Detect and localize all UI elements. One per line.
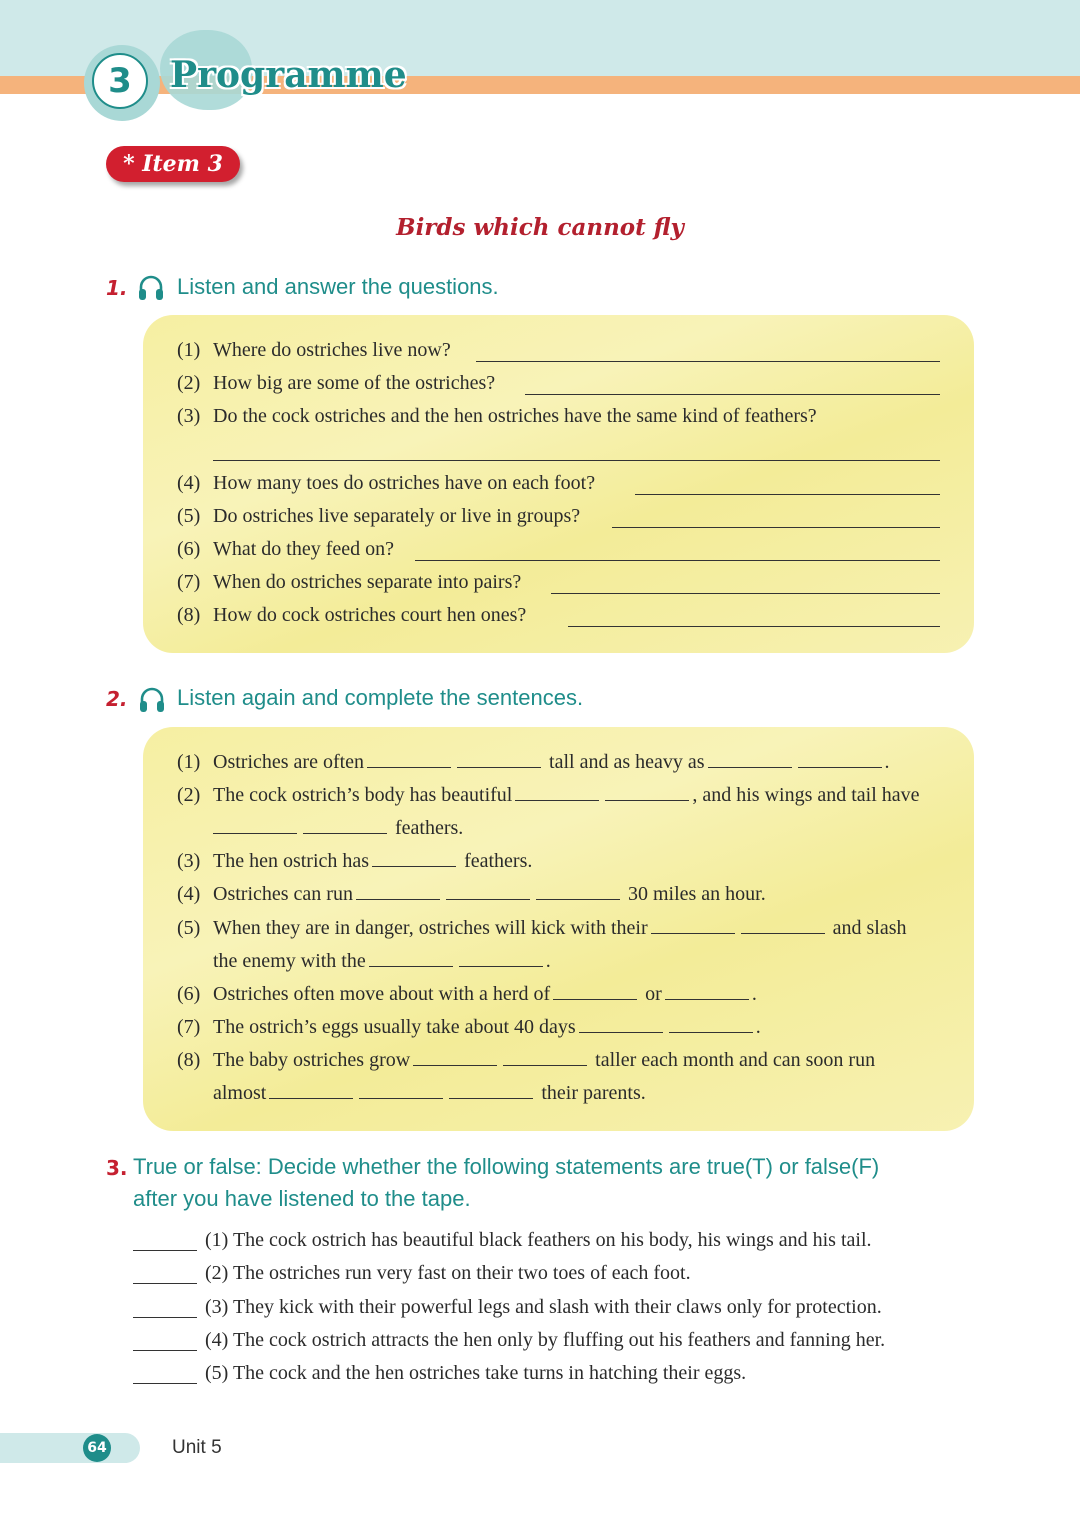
- s2-text-b: , and his wings and tail have: [692, 784, 920, 806]
- q1-text: Where do ostriches live now?: [213, 339, 451, 361]
- tf-statement-1: (1) The cock ostrich has beautiful black feathers on his body, his wings and his tail.: [205, 1229, 872, 1251]
- s6-text-c: .: [751, 983, 757, 1005]
- tf-statement-2: (2) The ostriches run very fast on their two toes of each foot.: [205, 1262, 691, 1284]
- q1-number: (1): [177, 339, 201, 361]
- blank[interactable]: [503, 1049, 587, 1066]
- tf-answer-blank[interactable]: [133, 1283, 197, 1284]
- s3-number: (3): [177, 850, 201, 872]
- blank[interactable]: [605, 784, 689, 801]
- q3-text: Do the cock ostriches and the hen ostriches have the same kind of feathers?: [213, 405, 817, 427]
- s2-text-a: The cock ostrich’s body has beautiful: [213, 784, 513, 806]
- headphone-icon: [138, 686, 166, 714]
- blank[interactable]: [669, 1016, 753, 1033]
- q3-number: (3): [177, 405, 201, 427]
- blank[interactable]: [651, 917, 735, 934]
- blank[interactable]: [356, 883, 440, 900]
- sentence-2: [213, 784, 920, 807]
- blank[interactable]: [515, 784, 599, 801]
- blank[interactable]: [269, 1082, 353, 1099]
- blank[interactable]: [741, 917, 825, 934]
- blank[interactable]: [213, 817, 297, 834]
- blank[interactable]: [359, 1082, 443, 1099]
- section-number-badge: [84, 45, 160, 121]
- blank[interactable]: [536, 883, 620, 900]
- q6-number: (6): [177, 538, 201, 560]
- sentence-6: [213, 983, 757, 1006]
- blank[interactable]: [579, 1016, 663, 1033]
- q4-text: How many toes do ostriches have on each foot?: [213, 472, 596, 494]
- item-badge: * Item 3: [106, 146, 240, 182]
- blank[interactable]: [459, 950, 543, 967]
- blank[interactable]: [303, 817, 387, 834]
- s1-text-c: .: [884, 751, 890, 773]
- lesson-subtitle: Birds which cannot fly: [396, 214, 684, 241]
- q2-number: (2): [177, 372, 201, 394]
- s7-text-a: The ostrich’s eggs usually take about 40 days: [213, 1016, 576, 1038]
- s4-text-b: 30 miles an hour.: [627, 883, 766, 905]
- s5-number: (5): [177, 917, 201, 939]
- s8-text-d: their parents.: [541, 1082, 646, 1104]
- q5-answer-line[interactable]: [612, 527, 940, 528]
- q2-answer-line[interactable]: [525, 394, 940, 395]
- sentence-2-cont: [213, 817, 463, 840]
- q4-number: (4): [177, 472, 201, 494]
- s3-text-b: feathers.: [464, 850, 533, 872]
- q7-answer-line[interactable]: [551, 593, 940, 594]
- task3-instruction-line1: True or false: Decide whether the following statements are true(T) or false(F): [133, 1154, 880, 1179]
- tf-answer-blank[interactable]: [133, 1317, 197, 1318]
- task1-number: 1.: [106, 276, 128, 300]
- blank[interactable]: [367, 751, 451, 768]
- unit-label: Unit 5: [172, 1437, 222, 1458]
- blank[interactable]: [449, 1082, 533, 1099]
- blank[interactable]: [413, 1049, 497, 1066]
- q2-text: How big are some of the ostriches?: [213, 372, 496, 394]
- tf-statement-5: (5) The cock and the hen ostriches take turns in hatching their eggs.: [205, 1362, 747, 1384]
- headphone-icon: [137, 274, 165, 302]
- sentence-5-cont: [213, 950, 551, 973]
- blank[interactable]: [372, 850, 456, 867]
- s4-text-a: Ostriches can run: [213, 883, 353, 905]
- s4-number: (4): [177, 883, 201, 905]
- q5-number: (5): [177, 505, 201, 527]
- tf-statement-3: (3) They kick with their powerful legs and slash with their claws only for protection.: [205, 1296, 882, 1318]
- s1-number: (1): [177, 751, 201, 773]
- blank[interactable]: [708, 751, 792, 768]
- sentence-1: [213, 751, 890, 774]
- q1-answer-line[interactable]: [476, 361, 940, 362]
- s6-text-b: or: [645, 983, 662, 1005]
- tf-answer-blank[interactable]: [133, 1350, 197, 1351]
- s8-text-a: The baby ostriches grow: [213, 1049, 411, 1071]
- blank[interactable]: [369, 950, 453, 967]
- q7-number: (7): [177, 571, 201, 593]
- s6-text-a: Ostriches often move about with a herd of: [213, 983, 551, 1005]
- blank[interactable]: [553, 983, 637, 1000]
- blank[interactable]: [665, 983, 749, 1000]
- tf-answer-blank[interactable]: [133, 1383, 197, 1384]
- task3-number: 3.: [106, 1156, 128, 1180]
- s7-text-b: .: [755, 1016, 761, 1038]
- blank[interactable]: [457, 751, 541, 768]
- s3-text-a: The hen ostrich has: [213, 850, 370, 872]
- section-number: 3: [92, 53, 148, 109]
- section-title: Programme: [170, 54, 407, 96]
- s8-text-b: taller each month and can soon run: [595, 1049, 876, 1071]
- sentence-7: [213, 1016, 761, 1039]
- q6-answer-line[interactable]: [415, 560, 940, 561]
- s1-text-a: Ostriches are often: [213, 751, 365, 773]
- tf-answer-blank[interactable]: [133, 1250, 197, 1251]
- page-number: 64: [83, 1434, 111, 1462]
- task2-instruction: Listen again and complete the sentences.: [177, 685, 584, 710]
- sentence-3: [213, 850, 532, 873]
- q6-text: What do they feed on?: [213, 538, 395, 560]
- s8-number: (8): [177, 1049, 201, 1071]
- s5-text-b: and slash: [832, 917, 907, 939]
- s5-text-c: the enemy with the: [213, 950, 366, 972]
- tf-statement-4: (4) The cock ostrich attracts the hen only by fluffing out his feathers and fanning her.: [205, 1329, 886, 1351]
- blank[interactable]: [446, 883, 530, 900]
- s1-text-b: tall and as heavy as: [549, 751, 705, 773]
- q4-answer-line[interactable]: [635, 494, 940, 495]
- q5-text: Do ostriches live separately or live in groups?: [213, 505, 581, 527]
- task1-instruction: Listen and answer the questions.: [177, 274, 499, 299]
- s2-text-c: feathers.: [395, 817, 464, 839]
- s5-text-a: When they are in danger, ostriches will kick with their: [213, 917, 648, 939]
- q3-answer-line[interactable]: [213, 460, 940, 461]
- s6-number: (6): [177, 983, 201, 1005]
- task2-number: 2.: [106, 687, 128, 711]
- s8-text-c: almost: [213, 1082, 267, 1104]
- q7-text: When do ostriches separate into pairs?: [213, 571, 522, 593]
- q8-answer-line[interactable]: [568, 626, 940, 627]
- sentence-8-cont: [213, 1082, 646, 1105]
- sentence-8: [213, 1049, 875, 1072]
- sentence-5: [213, 917, 907, 940]
- s5-text-d: .: [545, 950, 551, 972]
- q8-text: How do cock ostriches court hen ones?: [213, 604, 527, 626]
- task3-instruction-line2: after you have listened to the tape.: [133, 1186, 471, 1211]
- footer-band: [0, 1433, 140, 1463]
- blank[interactable]: [798, 751, 882, 768]
- sentence-4: [213, 883, 766, 906]
- s2-number: (2): [177, 784, 201, 806]
- s7-number: (7): [177, 1016, 201, 1038]
- q8-number: (8): [177, 604, 201, 626]
